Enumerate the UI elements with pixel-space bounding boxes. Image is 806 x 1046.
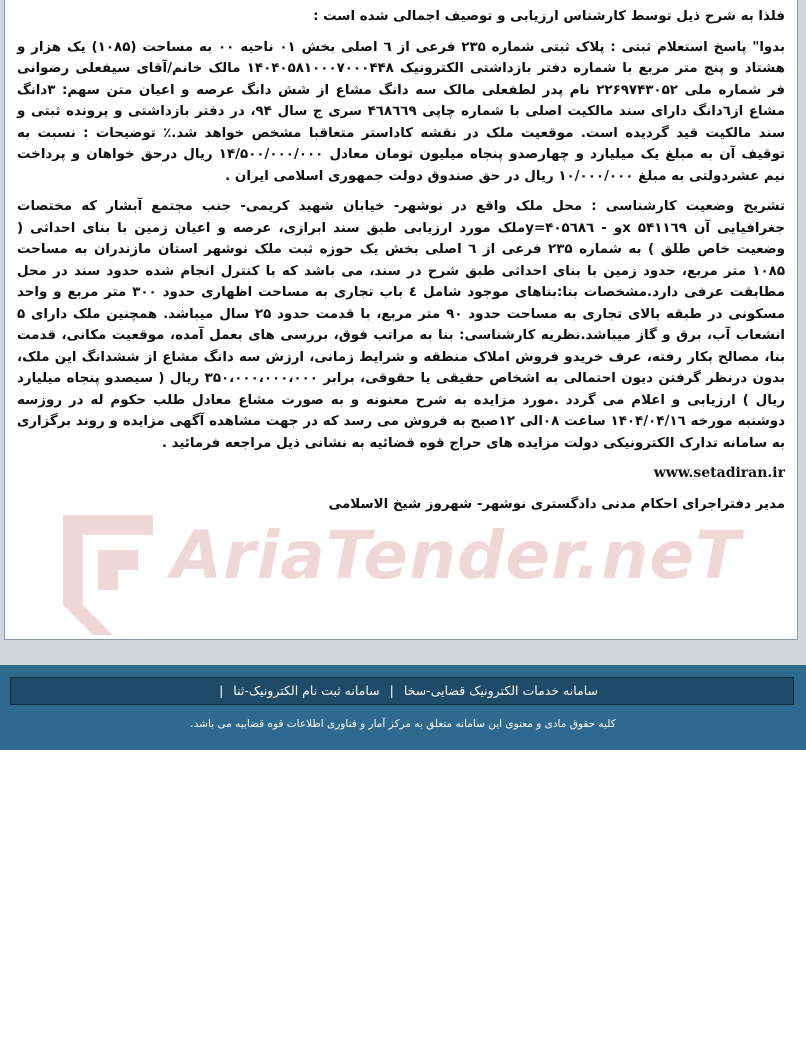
registry-paragraph: بدوا" پاسخ استعلام ثبتی : پلاک ثبتی شماره ۲۳۵ فرعی از ٦ اصلی بخش ۰۱ ناحیه ۰۰ به مساحت (۱۰۸۵) یک هزار و هشتاد و پنج متر مربع با شماره دفتر بازداشتی الکترونیک ۱۴۰۴۰۵۸۱۰۰۰۷۰۰۰۴۴۸ مالک خانم/آقای سیفعلی رضوانی فر شماره ملی ۲۲۶۹۷۴۳۰۵۲ نام پدر لطفعلی مالک سه دانگ مشاع از شش دانگ عرصه و اعیان متن سهم: ۳دانگ مشاع از٦دانگ دارای سند مالکیت اصلی با شماره چاپی ۴٦۸٦٦۹ سری ج سال ۹۴، در دفتر بازداشتی و پرونده ثبتی و سند مالکیت قید گردیده است. موقعیت ملک در نقشه کاداستر متعاقبا مشخص خواهد شد.٪ توضیحات : نسبت به توقیف آن به مبلغ یک میلیارد و چهارصدو پنجاه میلیون تومان معادل ۱۴/۵۰۰/۰۰۰/۰۰۰ ریال درحق خواهان و پرداخت نیم عشردولتی به مبلغ ۱۰/۰۰۰/۰۰۰ ریال در حق صندوق دولت جمهوری اسلامی ایران . xyxy=(17,39,786,184)
expert-paragraph: تشریح وضعیت کارشناسی : محل ملک واقع در نوشهر- خیابان شهید کریمی- جنب مجتمع آبشار که مختصات جغرافیایی آن x ۵۴۱۱٦۹و - ۴۰۵٦۸٦=yملک مورد ارزیابی طبق سند ابرازی، عرصه و اعیان زمین با بنای احداثی ( وضعیت خاص طلق ) به شماره ۲۳۵ فرعی از ٦ اصلی بخش یک حوزه ثبت ملک نوشهر استان مازندران به مساحت ۱۰۸۵ متر مربع، حدود زمین با بنای احداثی طبق شرح در سند، می باشد که با کنترل انجام شده حدود سند در محل مطابقت عرفی دارد.مشخصات بنا:بناهای موجود شامل ٤ باب تجاری به مساحت اظهاری حدود ۳۰۰ متر مربع و واحد مسکونی در طبقه بالای تجاری به مساحت حدود ۹۰ متر مربع، با قدمت حدود ۲۵ سال میباشد. همچنین ملک دارای ۵ انشعاب آب، برق و گاز میباشد.نظریه کارشناسی: بنا به مراتب فوق، بررسی های بعمل آمده، موقعیت مکانی، قدمت بنا، مصالح بکار رفته، عرف خریدو فروش املاک منطقه و شرایط زمانی، ارزش سه دانگ مشاع از ششدانگ این ملک، بدون درنظر گرفتن دیون احتمالی به اشخاص حقیقی یا حقوقی، برابر ۳۵۰،۰۰۰،۰۰۰،۰۰۰ ریال ( سیصدو پنجاه میلیارد ریال ) ارزیابی و اعلام می گردد .مورد مزایده به شرح معنونه و به صورت مشاع معادل طلب حکوم له در روزسه دوشنبه مورخه ۱۴۰۴/۰۴/۱٦ ساعت ۰۸الی ۱۲صبح به فروش می رسد که در جهت مشاهده آگهی مزایده و روند برگزاری به سامانه تدارک الکترونیکی دولت مزایده های حراج قوه قضائیه به نشانی ذیل مراجعه فرمائید . xyxy=(17,199,786,451)
footer-links xyxy=(10,677,794,705)
footer-link-sana[interactable]: سامانه ثبت نام الکترونیک-ثنا xyxy=(233,683,380,698)
notice-panel xyxy=(4,0,798,640)
footer-link-sakha[interactable]: سامانه خدمات الکترونیک قضایی-سخا xyxy=(403,683,598,698)
watermark-logo xyxy=(53,495,742,640)
footer-separator-end: | xyxy=(219,683,224,698)
footer-separator: | xyxy=(389,683,394,698)
signature-line: مدیر دفتراجرای احکام مدنی دادگستری نوشهر- شهروز شیخ الاسلامی xyxy=(328,496,785,512)
copyright-text: کلیه حقوق مادی و معنوی این سامانه متعلق به مرکز آمار و فناوری اطلاعات قوه قضاییه می باشد. xyxy=(190,718,616,730)
watermark-text: AriaTender.neT xyxy=(171,517,742,594)
footer xyxy=(0,665,806,750)
notice-text xyxy=(5,0,797,515)
intro-line: فلذا به شرح ذیل توسط کارشناس ارزیابی و توصیف اجمالی شده است : xyxy=(313,9,785,24)
website-link[interactable]: www.setadiran.ir xyxy=(653,465,785,481)
watermark-emblem-icon xyxy=(53,495,163,640)
